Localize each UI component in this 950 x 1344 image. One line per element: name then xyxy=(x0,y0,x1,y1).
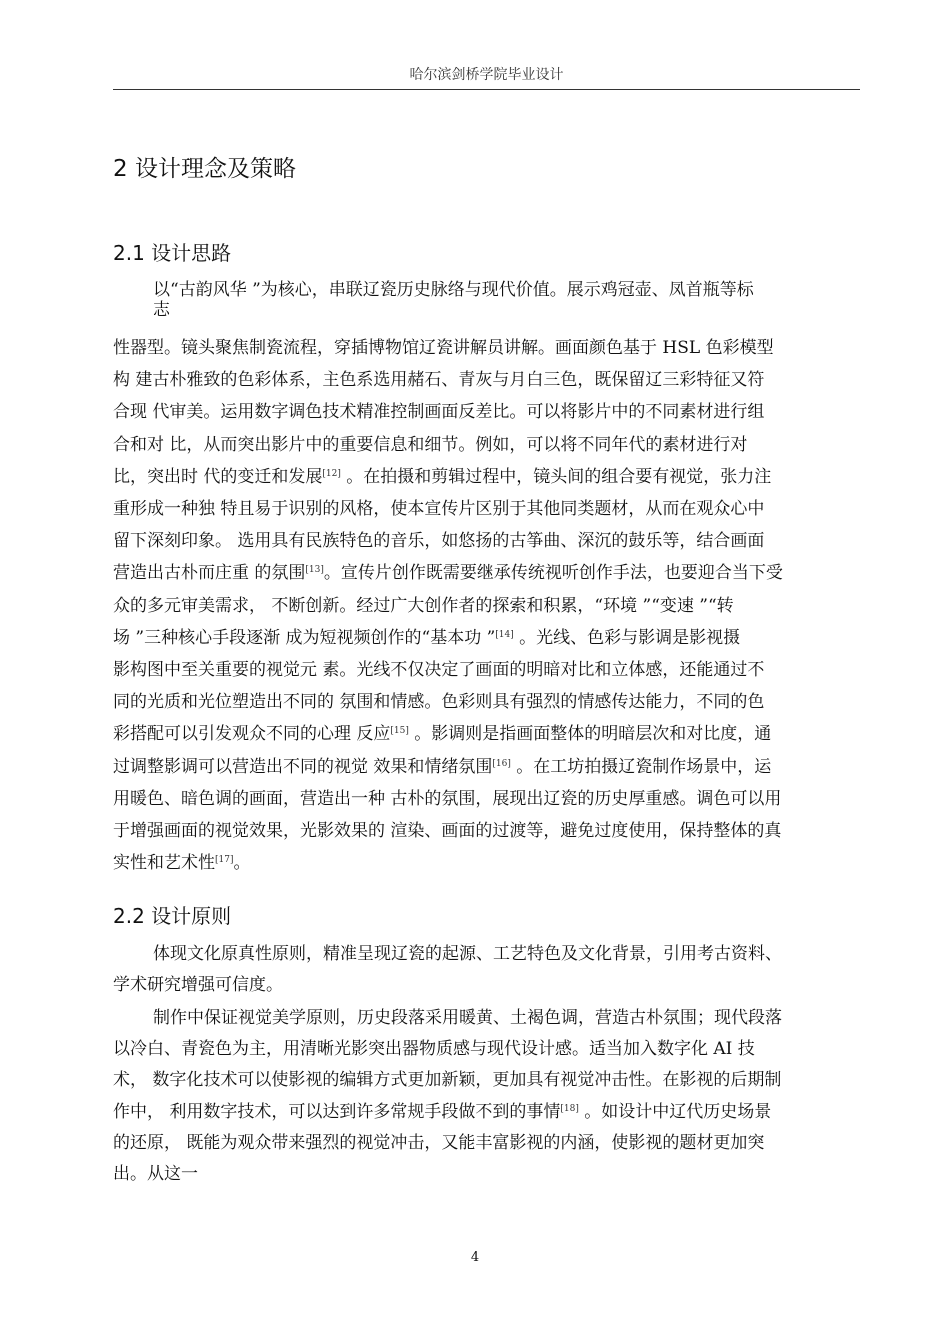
text-line: 实性和艺术性[17]。 xyxy=(113,853,251,874)
citation-ref: [17] xyxy=(215,855,234,866)
text-line: 出。从这一 xyxy=(113,1164,198,1185)
section-title-2-2: 2.2 设计原则 xyxy=(113,904,232,928)
text-line: 作中， 利用数字技术，可以达到许多常规手段做不到的事情[18] 。如设计中辽代历史场景 xyxy=(113,1101,772,1122)
text-line: 制作中保证视觉美学原则，历史段落采用暖黄、土褐色调，营造古朴氛围；现代段落 xyxy=(153,1008,782,1028)
header-rule xyxy=(113,89,860,90)
citation-ref: [18] xyxy=(560,1103,579,1114)
citation-ref: [14] xyxy=(495,629,514,640)
text-line: 术， 数字化技术可以使影视的编辑方式更加新颖，更加具有视觉冲击性。在影视的后期制 xyxy=(113,1070,782,1091)
text-line: 场 ”三种核心手段逐渐 成为短视频创作的“基本功 ”[14] 。光线、色彩与影调是影视摄 xyxy=(113,627,741,648)
text-line: 合和对 比，从而突出影片中的重要信息和细节。例如，可以将不同年代的素材进行对 xyxy=(113,434,748,455)
citation-ref: [16] xyxy=(492,758,511,769)
section-2-1-lead xyxy=(113,278,863,318)
text-line: 彩搭配可以引发观众不同的心理 反应[15] 。影调则是指画面整体的明暗层次和对比度，通 xyxy=(113,724,772,745)
text-line: 性器型。镜头聚焦制瓷流程，穿插博物馆辽瓷讲解员讲解。画面颜色基于 HSL 色彩模型 xyxy=(113,338,774,358)
section-2-2-paragraph-1 xyxy=(113,939,863,1002)
text-line: 同的光质和光位塑造出不同的 氛围和情感。色彩则具有强烈的情感传达能力，不同的色 xyxy=(113,692,765,713)
running-header: 哈尔滨剑桥学院毕业设计 xyxy=(409,67,564,83)
text-line: 以“古韵风华 ”为核心，串联辽瓷历史脉络与现代价值。展示鸡冠壶、凤首瓶等标 xyxy=(153,280,754,300)
section-2-2-paragraph-2 xyxy=(113,1003,863,1190)
page-number: 4 xyxy=(470,1250,480,1265)
text-line: 影构图中至关重要的视觉元 素。光线不仅决定了画面的明暗对比和立体感，还能通过不 xyxy=(113,660,765,681)
text-line: 众的多元审美需求， 不断创新。经过广大创作者的探索和积累，“环境 ”“变速 ”“转 xyxy=(113,595,734,616)
citation-ref: [13] xyxy=(305,565,324,576)
text-line: 于增强画面的视觉效果，光影效果的 渲染、画面的过渡等，避免过度使用，保持整体的真 xyxy=(113,821,782,842)
chapter-title: 2 设计理念及策略 xyxy=(113,156,296,182)
text-line: 留下深刻印象。 选用具有民族特色的音乐，如悠扬的古筝曲、深沉的鼓乐等，结合画面 xyxy=(113,531,765,552)
text-line: 的还原， 既能为观众带来强烈的视觉冲击，又能丰富影视的内涵，使影视的题材更加突 xyxy=(113,1132,765,1153)
text-line: 以冷白、青瓷色为主，用清晰光影突出器物质感与现代设计感。适当加入数字化 AI 技 xyxy=(113,1039,755,1060)
text-line: 营造出古朴而庄重 的氛围[13]。宣传片创作既需要继承传统视听创作手法，也要迎合当下受 xyxy=(113,563,783,584)
text-line: 用暖色、暗色调的画面，营造出一种 古朴的氛围，展现出辽瓷的历史厚重感。调色可以用 xyxy=(113,788,782,809)
text-line: 构 建古朴雅致的色彩体系，主色系选用赭石、青灰与月白三色，既保留辽三彩特征又符 xyxy=(113,370,765,391)
text-line: 合现 代审美。运用数字调色技术精准控制画面反差比。可以将影片中的不同素材进行组 xyxy=(113,402,765,423)
text-line: 体现文化原真性原则，精准呈现辽瓷的起源、工艺特色及文化背景，引用考古资料、 xyxy=(153,944,782,964)
text-line: 学术研究增强可信度。 xyxy=(113,975,283,996)
section-2-1-paragraph xyxy=(113,332,863,879)
text-line: 重形成一种独 特且易于识别的风格，使本宣传片区别于其他同类题材，从而在观众心中 xyxy=(113,499,765,520)
text-line: 比，突出时 代的变迁和发展[12] 。在拍摄和剪辑过程中，镜头间的组合要有视觉，张力注 xyxy=(113,466,772,487)
text-line: 志 xyxy=(153,300,170,320)
citation-ref: [12] xyxy=(322,468,341,479)
citation-ref: [15] xyxy=(390,726,409,737)
section-title-2-1: 2.1 设计思路 xyxy=(113,241,232,265)
text-line: 过调整影调可以营造出不同的视觉 效果和情绪氛围[16] 。在工坊拍摄辽瓷制作场景中，运 xyxy=(113,756,772,777)
